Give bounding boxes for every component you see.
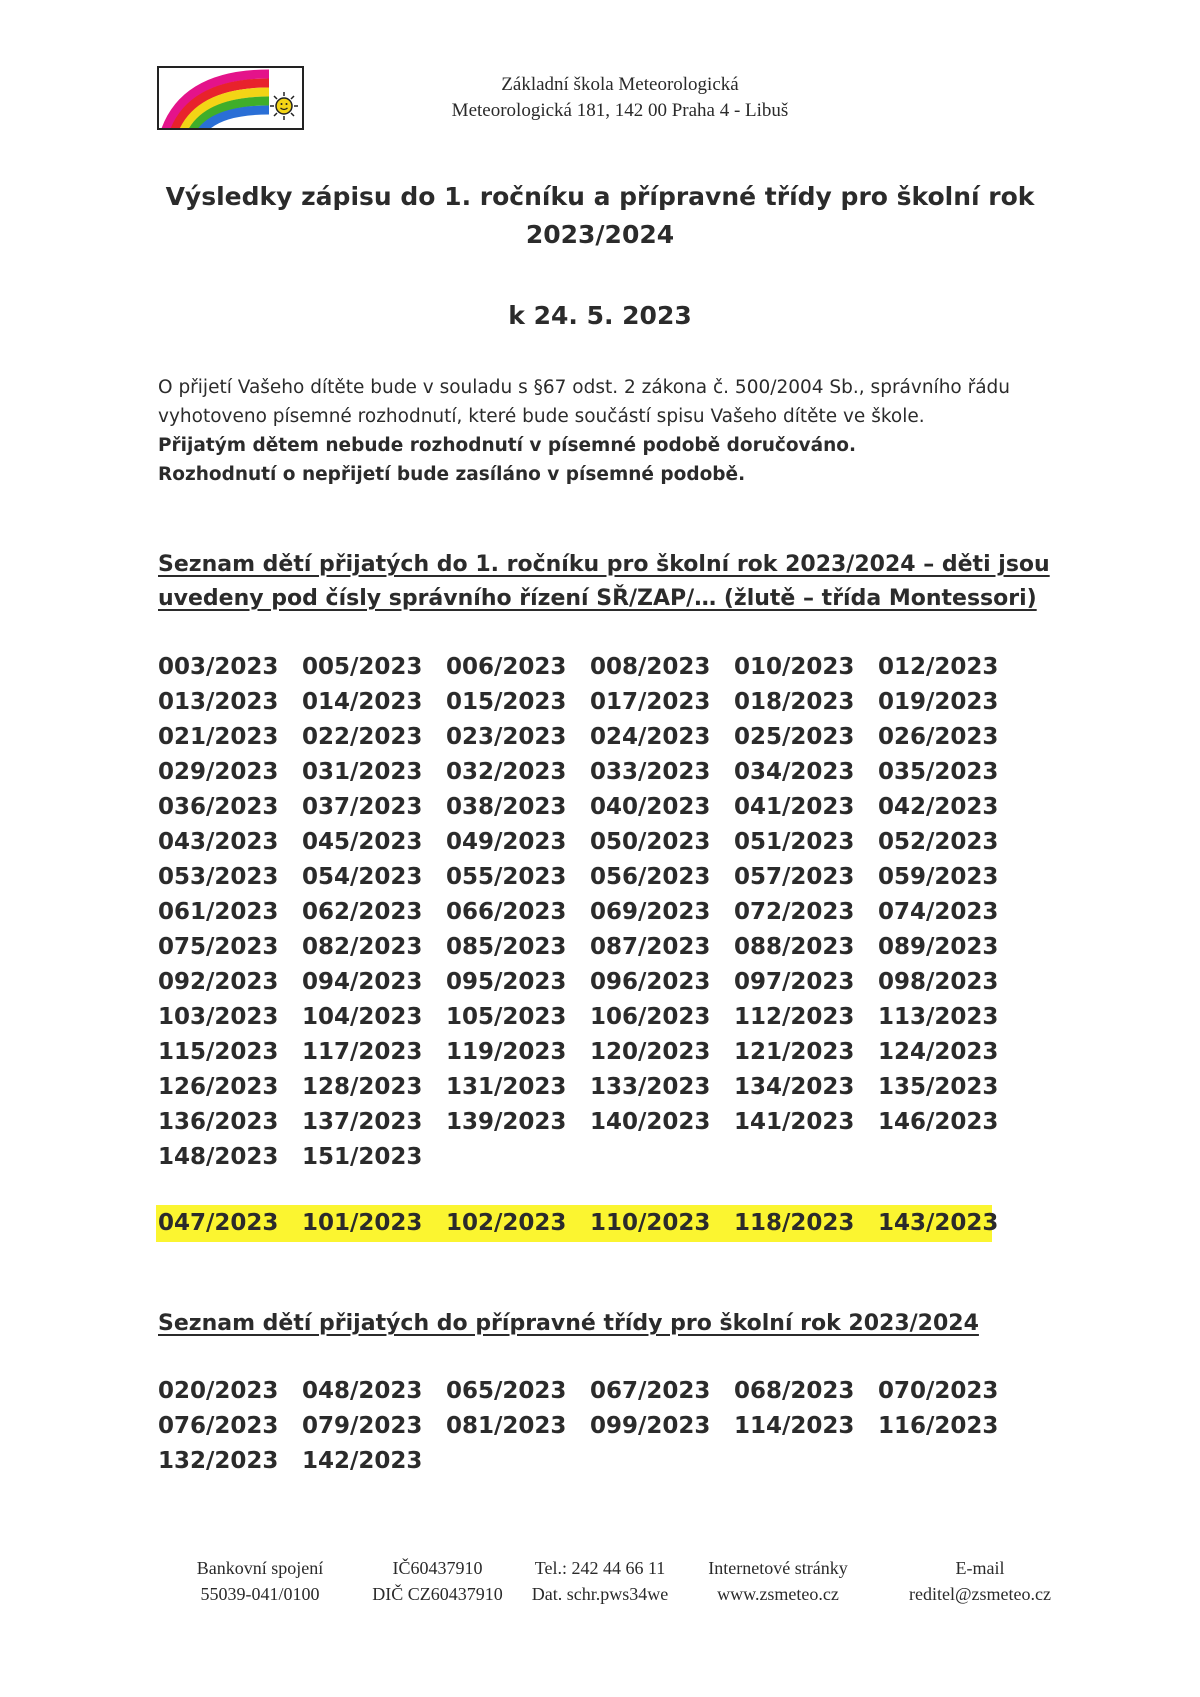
registration-number: 024/2023: [590, 724, 711, 750]
registration-number: 137/2023: [302, 1109, 423, 1135]
registration-number: 051/2023: [734, 829, 855, 855]
registration-number: 020/2023: [158, 1378, 279, 1404]
registration-number: 151/2023: [302, 1144, 423, 1170]
registration-number: 042/2023: [878, 794, 999, 820]
registration-number: 097/2023: [734, 969, 855, 995]
registration-number: 133/2023: [590, 1074, 711, 1100]
registration-number: 121/2023: [734, 1039, 855, 1065]
registration-number: 143/2023: [878, 1210, 999, 1236]
registration-number: 076/2023: [158, 1413, 279, 1439]
registration-number: 096/2023: [590, 969, 711, 995]
registration-number: 032/2023: [446, 759, 567, 785]
registration-number: 061/2023: [158, 899, 279, 925]
registration-number: 136/2023: [158, 1109, 279, 1135]
footer-ico: IČ60437910: [392, 1558, 483, 1578]
registration-number: 054/2023: [302, 864, 423, 890]
registration-number: 033/2023: [590, 759, 711, 785]
registration-number: 132/2023: [158, 1448, 279, 1474]
rainbow-sun-logo-icon: [157, 66, 304, 130]
registration-number: 017/2023: [590, 689, 711, 715]
registration-number: 099/2023: [590, 1413, 711, 1439]
registration-number: 116/2023: [878, 1413, 999, 1439]
footer-databox: Dat. schr.pws34we: [531, 1584, 669, 1604]
registration-number: 006/2023: [446, 654, 567, 680]
registration-number: 115/2023: [158, 1039, 279, 1065]
registration-number: 048/2023: [302, 1378, 423, 1404]
registration-number: 102/2023: [446, 1210, 567, 1236]
registration-number: 050/2023: [590, 829, 711, 855]
registration-number: 081/2023: [446, 1413, 567, 1439]
registration-number: 087/2023: [590, 934, 711, 960]
registration-number: 128/2023: [302, 1074, 423, 1100]
title-line-2: 2023/2024: [525, 220, 675, 249]
registration-number: 085/2023: [446, 934, 567, 960]
registration-number: 038/2023: [446, 794, 567, 820]
first-grade-heading-line-2: uvedeny pod čísly správního řízení SŘ/ZAP/… (žlutě – třída Montessori): [158, 586, 1037, 611]
school-address: Meteorologická 181, 142 00 Praha 4 - Libuš: [451, 100, 789, 121]
footer-web-label: Internetové stránky: [708, 1558, 848, 1578]
registration-number: 008/2023: [590, 654, 711, 680]
registration-number: 114/2023: [734, 1413, 855, 1439]
registration-number: 062/2023: [302, 899, 423, 925]
registration-number: 120/2023: [590, 1039, 711, 1065]
registration-number: 023/2023: [446, 724, 567, 750]
intro-line-2: vyhotoveno písemné rozhodnutí, které bude součástí spisu Vašeho dítěte ve škole.: [158, 406, 925, 427]
preparatory-heading: [158, 1307, 1098, 1341]
registration-number: 112/2023: [734, 1004, 855, 1030]
registration-number: 036/2023: [158, 794, 279, 820]
footer-web-link[interactable]: www.zsmeteo.cz: [717, 1584, 839, 1604]
registration-number: 043/2023: [158, 829, 279, 855]
registration-number: 134/2023: [734, 1074, 855, 1100]
registration-number: 106/2023: [590, 1004, 711, 1030]
registration-number: 003/2023: [158, 654, 279, 680]
registration-number: 105/2023: [446, 1004, 567, 1030]
registration-number: 041/2023: [734, 794, 855, 820]
registration-number: 052/2023: [878, 829, 999, 855]
registration-number: 089/2023: [878, 934, 999, 960]
registration-number: 053/2023: [158, 864, 279, 890]
registration-number: 104/2023: [302, 1004, 423, 1030]
registration-number: 059/2023: [878, 864, 999, 890]
footer-bank-account: 55039-041/0100: [200, 1584, 320, 1604]
footer-dic: DIČ CZ60437910: [372, 1584, 503, 1604]
registration-number: 021/2023: [158, 724, 279, 750]
school-name: Základní škola Meteorologická: [501, 74, 739, 95]
registration-number: 040/2023: [590, 794, 711, 820]
registration-number: 045/2023: [302, 829, 423, 855]
registration-number: 013/2023: [158, 689, 279, 715]
registration-number: 047/2023: [158, 1210, 279, 1236]
footer-web: [692, 1555, 864, 1607]
registration-number: 005/2023: [302, 654, 423, 680]
registration-number: 117/2023: [302, 1039, 423, 1065]
registration-number: 066/2023: [446, 899, 567, 925]
registration-number: 148/2023: [158, 1144, 279, 1170]
registration-number: 079/2023: [302, 1413, 423, 1439]
registration-number: 029/2023: [158, 759, 279, 785]
montessori-number-list: [156, 1205, 999, 1242]
footer-email: [880, 1555, 1080, 1607]
registration-number: 088/2023: [734, 934, 855, 960]
preparatory-heading-text: Seznam dětí přijatých do přípravné třídy pro školní rok 2023/2024: [158, 1311, 979, 1336]
registration-number: 126/2023: [158, 1074, 279, 1100]
registration-number: 056/2023: [590, 864, 711, 890]
footer-contact: [522, 1555, 678, 1607]
registration-number: 065/2023: [446, 1378, 567, 1404]
first-grade-heading-line-1: Seznam dětí přijatých do 1. ročníku pro školní rok 2023/2024 – děti jsou: [158, 552, 1050, 577]
registration-number: 119/2023: [446, 1039, 567, 1065]
title-line-1: Výsledky zápisu do 1. ročníku a přípravné třídy pro školní rok: [165, 182, 1035, 211]
registration-number: 026/2023: [878, 724, 999, 750]
registration-number: 031/2023: [302, 759, 423, 785]
registration-number: 035/2023: [878, 759, 999, 785]
registration-number: 139/2023: [446, 1109, 567, 1135]
registration-number: 098/2023: [878, 969, 999, 995]
registration-number: 124/2023: [878, 1039, 999, 1065]
registration-number: 131/2023: [446, 1074, 567, 1100]
registration-number: 070/2023: [878, 1378, 999, 1404]
intro-paragraph: [158, 373, 1098, 489]
registration-number: 034/2023: [734, 759, 855, 785]
registration-number: 015/2023: [446, 689, 567, 715]
registration-number: 012/2023: [878, 654, 999, 680]
document-date: k 24. 5. 2023: [508, 301, 692, 330]
registration-number: 025/2023: [734, 724, 855, 750]
registration-number: 067/2023: [590, 1378, 711, 1404]
registration-number: 146/2023: [878, 1109, 999, 1135]
footer-bank: [176, 1555, 344, 1607]
registration-number: 092/2023: [158, 969, 279, 995]
footer-email-link[interactable]: reditel@zsmeteo.cz: [908, 1584, 1051, 1604]
registration-number: 055/2023: [446, 864, 567, 890]
registration-number: 022/2023: [302, 724, 423, 750]
registration-number: 110/2023: [590, 1210, 711, 1236]
registration-number: 069/2023: [590, 899, 711, 925]
registration-number: 082/2023: [302, 934, 423, 960]
page-title: [150, 178, 1050, 254]
registration-number: 101/2023: [302, 1210, 423, 1236]
registration-number: 075/2023: [158, 934, 279, 960]
intro-line-3: Přijatým dětem nebude rozhodnutí v písemné podobě doručováno.: [158, 435, 857, 456]
intro-line-1: O přijetí Vašeho dítěte bude v souladu s §67 odst. 2 zákona č. 500/2004 Sb., správního řádu: [158, 377, 1011, 398]
registration-number: 068/2023: [734, 1378, 855, 1404]
registration-number: 140/2023: [590, 1109, 711, 1135]
registration-number: 072/2023: [734, 899, 855, 925]
registration-number: 049/2023: [446, 829, 567, 855]
footer-bank-label: Bankovní spojení: [196, 1558, 324, 1578]
registration-number: 014/2023: [302, 689, 423, 715]
registration-number: 019/2023: [878, 689, 999, 715]
registration-number: 018/2023: [734, 689, 855, 715]
registration-number: 095/2023: [446, 969, 567, 995]
registration-number: 141/2023: [734, 1109, 855, 1135]
first-grade-number-list: [158, 650, 1038, 1175]
footer-email-label: E-mail: [955, 1558, 1005, 1578]
first-grade-heading: [158, 548, 1098, 616]
registration-number: 103/2023: [158, 1004, 279, 1030]
registration-number: 037/2023: [302, 794, 423, 820]
intro-line-4: Rozhodnutí o nepřijetí bude zasíláno v písemné podobě.: [158, 464, 746, 485]
registration-number: 142/2023: [302, 1448, 423, 1474]
registration-number: 113/2023: [878, 1004, 999, 1030]
registration-number: 010/2023: [734, 654, 855, 680]
school-header: [380, 72, 860, 124]
preparatory-number-list: [158, 1374, 1038, 1479]
registration-number: 057/2023: [734, 864, 855, 890]
footer-ids: [365, 1555, 510, 1607]
registration-number: 118/2023: [734, 1210, 855, 1236]
registration-number: 135/2023: [878, 1074, 999, 1100]
footer-tel: Tel.: 242 44 66 11: [534, 1558, 666, 1578]
registration-number: 074/2023: [878, 899, 999, 925]
registration-number: 094/2023: [302, 969, 423, 995]
